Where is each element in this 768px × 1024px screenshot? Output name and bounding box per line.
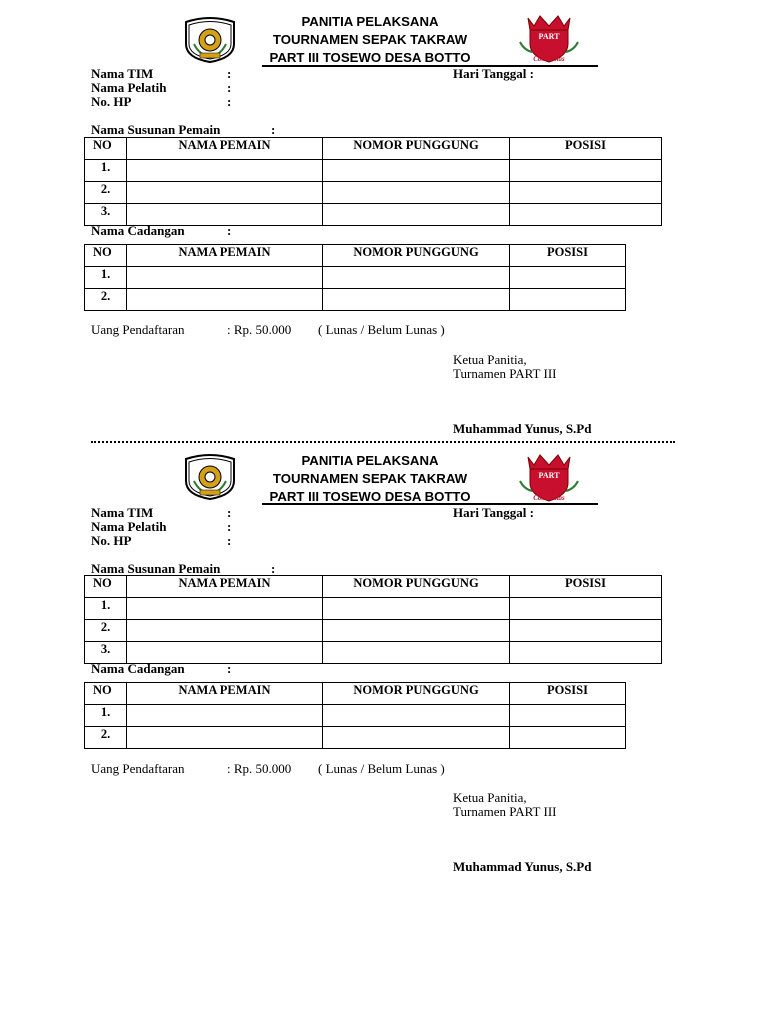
reserve-players-colon: : <box>227 223 232 238</box>
reserve-players-table <box>84 682 626 749</box>
signatory-name: Muhammad Yunus, S.Pd <box>453 859 592 874</box>
column-header-player-name: NAMA PEMAIN <box>127 245 323 267</box>
column-header-position: POSISI <box>510 245 626 267</box>
main-players-colon: : <box>271 561 276 576</box>
position-cell[interactable] <box>510 727 626 749</box>
position-cell[interactable] <box>510 705 626 727</box>
player-name-cell[interactable] <box>127 705 323 727</box>
coach-name-colon: : <box>227 80 232 95</box>
sepak-takraw-association-logo <box>180 453 240 501</box>
logo-bottom-text: Comunitas <box>533 494 565 502</box>
column-header-position: POSISI <box>510 138 662 160</box>
column-header-player-name: NAMA PEMAIN <box>127 683 323 705</box>
date-label: Hari Tanggal : <box>453 505 534 520</box>
column-header-no: NO <box>85 138 127 160</box>
position-cell[interactable] <box>510 598 662 620</box>
table-row <box>85 267 626 289</box>
phone-colon: : <box>227 533 232 548</box>
jersey-number-cell[interactable] <box>323 727 510 749</box>
registration-form-2 <box>0 439 768 879</box>
player-name-cell[interactable] <box>127 182 323 204</box>
row-number: 1. <box>85 160 127 182</box>
team-name-colon: : <box>227 505 232 520</box>
position-cell[interactable] <box>510 642 662 664</box>
row-number: 2. <box>85 182 127 204</box>
jersey-number-cell[interactable] <box>323 598 510 620</box>
row-number: 3. <box>85 204 127 226</box>
player-name-cell[interactable] <box>127 598 323 620</box>
registration-fee-amount: : Rp. 50.000 <box>227 761 292 776</box>
table-row <box>85 598 662 620</box>
jersey-number-cell[interactable] <box>323 620 510 642</box>
registration-fee-amount: : Rp. 50.000 <box>227 322 292 337</box>
committee-title: PANITIA PELAKSANA <box>301 453 439 468</box>
signature-role: Ketua Panitia, <box>453 352 527 367</box>
reserve-players-label: Nama Cadangan <box>91 661 185 676</box>
team-name-label: Nama TIM <box>91 505 154 520</box>
table-row <box>85 160 662 182</box>
table-row <box>85 620 662 642</box>
team-name-label: Nama TIM <box>91 66 154 81</box>
position-cell[interactable] <box>510 204 662 226</box>
signature-event: Turnamen PART III <box>453 366 557 381</box>
payment-status: ( Lunas / Belum Lunas ) <box>318 761 445 776</box>
jersey-number-cell[interactable] <box>323 642 510 664</box>
row-number: 2. <box>85 620 127 642</box>
logo-bottom-text: Comunitas <box>533 55 565 63</box>
jersey-number-cell[interactable] <box>323 267 510 289</box>
coach-name-label: Nama Pelatih <box>91 80 167 95</box>
row-number: 1. <box>85 267 127 289</box>
tournament-title: TOURNAMEN SEPAK TAKRAW <box>272 32 468 47</box>
logo-top-text: PART <box>538 32 560 41</box>
main-players-label: Nama Susunan Pemain <box>91 122 221 137</box>
reserve-players-label: Nama Cadangan <box>91 223 185 238</box>
column-header-player-name: NAMA PEMAIN <box>127 576 323 598</box>
row-number: 1. <box>85 598 127 620</box>
phone-label: No. HP <box>91 533 132 548</box>
position-cell[interactable] <box>510 267 626 289</box>
column-header-no: NO <box>85 683 127 705</box>
column-header-position: POSISI <box>510 683 626 705</box>
position-cell[interactable] <box>510 182 662 204</box>
column-header-no: NO <box>85 245 127 267</box>
reserve-players-table <box>84 244 626 311</box>
table-header-row <box>85 683 626 705</box>
row-number: 3. <box>85 642 127 664</box>
player-name-cell[interactable] <box>127 160 323 182</box>
main-players-label: Nama Susunan Pemain <box>91 561 221 576</box>
reserve-players-colon: : <box>227 661 232 676</box>
position-cell[interactable] <box>510 160 662 182</box>
jersey-number-cell[interactable] <box>323 204 510 226</box>
jersey-number-cell[interactable] <box>323 705 510 727</box>
team-name-colon: : <box>227 66 232 81</box>
column-header-jersey-number: NOMOR PUNGGUNG <box>323 683 510 705</box>
phone-label: No. HP <box>91 94 132 109</box>
committee-title: PANITIA PELAKSANA <box>301 14 439 29</box>
signature-role: Ketua Panitia, <box>453 790 527 805</box>
column-header-player-name: NAMA PEMAIN <box>127 138 323 160</box>
registration-fee-label: Uang Pendaftaran <box>91 761 185 776</box>
player-name-cell[interactable] <box>127 289 323 311</box>
column-header-position: POSISI <box>510 576 662 598</box>
row-number: 2. <box>85 727 127 749</box>
logo-top-text: PART <box>538 471 560 480</box>
date-label: Hari Tanggal : <box>453 66 534 81</box>
table-row <box>85 727 626 749</box>
row-number: 2. <box>85 289 127 311</box>
column-header-jersey-number: NOMOR PUNGGUNG <box>323 245 510 267</box>
player-name-cell[interactable] <box>127 620 323 642</box>
column-header-no: NO <box>85 576 127 598</box>
part-community-logo <box>518 14 580 66</box>
signatory-name: Muhammad Yunus, S.Pd <box>453 421 592 436</box>
table-header-row <box>85 245 626 267</box>
table-header-row <box>85 138 662 160</box>
payment-status: ( Lunas / Belum Lunas ) <box>318 322 445 337</box>
main-players-table <box>84 575 662 664</box>
table-header-row <box>85 576 662 598</box>
tournament-title: TOURNAMEN SEPAK TAKRAW <box>272 471 468 486</box>
main-players-table <box>84 137 662 226</box>
sepak-takraw-association-logo <box>180 16 240 64</box>
coach-name-colon: : <box>227 519 232 534</box>
row-number: 1. <box>85 705 127 727</box>
main-players-colon: : <box>271 122 276 137</box>
table-row <box>85 289 626 311</box>
jersey-number-cell[interactable] <box>323 289 510 311</box>
part-community-logo <box>518 453 580 505</box>
player-name-cell[interactable] <box>127 727 323 749</box>
coach-name-label: Nama Pelatih <box>91 519 167 534</box>
tournament-subtitle: PART III TOSEWO DESA BOTTO <box>269 50 471 65</box>
jersey-number-cell[interactable] <box>323 160 510 182</box>
jersey-number-cell[interactable] <box>323 182 510 204</box>
registration-form-1 <box>0 0 768 440</box>
tournament-subtitle: PART III TOSEWO DESA BOTTO <box>269 489 471 504</box>
position-cell[interactable] <box>510 620 662 642</box>
column-header-jersey-number: NOMOR PUNGGUNG <box>323 138 510 160</box>
table-row <box>85 705 626 727</box>
table-row <box>85 182 662 204</box>
player-name-cell[interactable] <box>127 267 323 289</box>
registration-fee-label: Uang Pendaftaran <box>91 322 185 337</box>
phone-colon: : <box>227 94 232 109</box>
column-header-jersey-number: NOMOR PUNGGUNG <box>323 576 510 598</box>
signature-event: Turnamen PART III <box>453 804 557 819</box>
position-cell[interactable] <box>510 289 626 311</box>
